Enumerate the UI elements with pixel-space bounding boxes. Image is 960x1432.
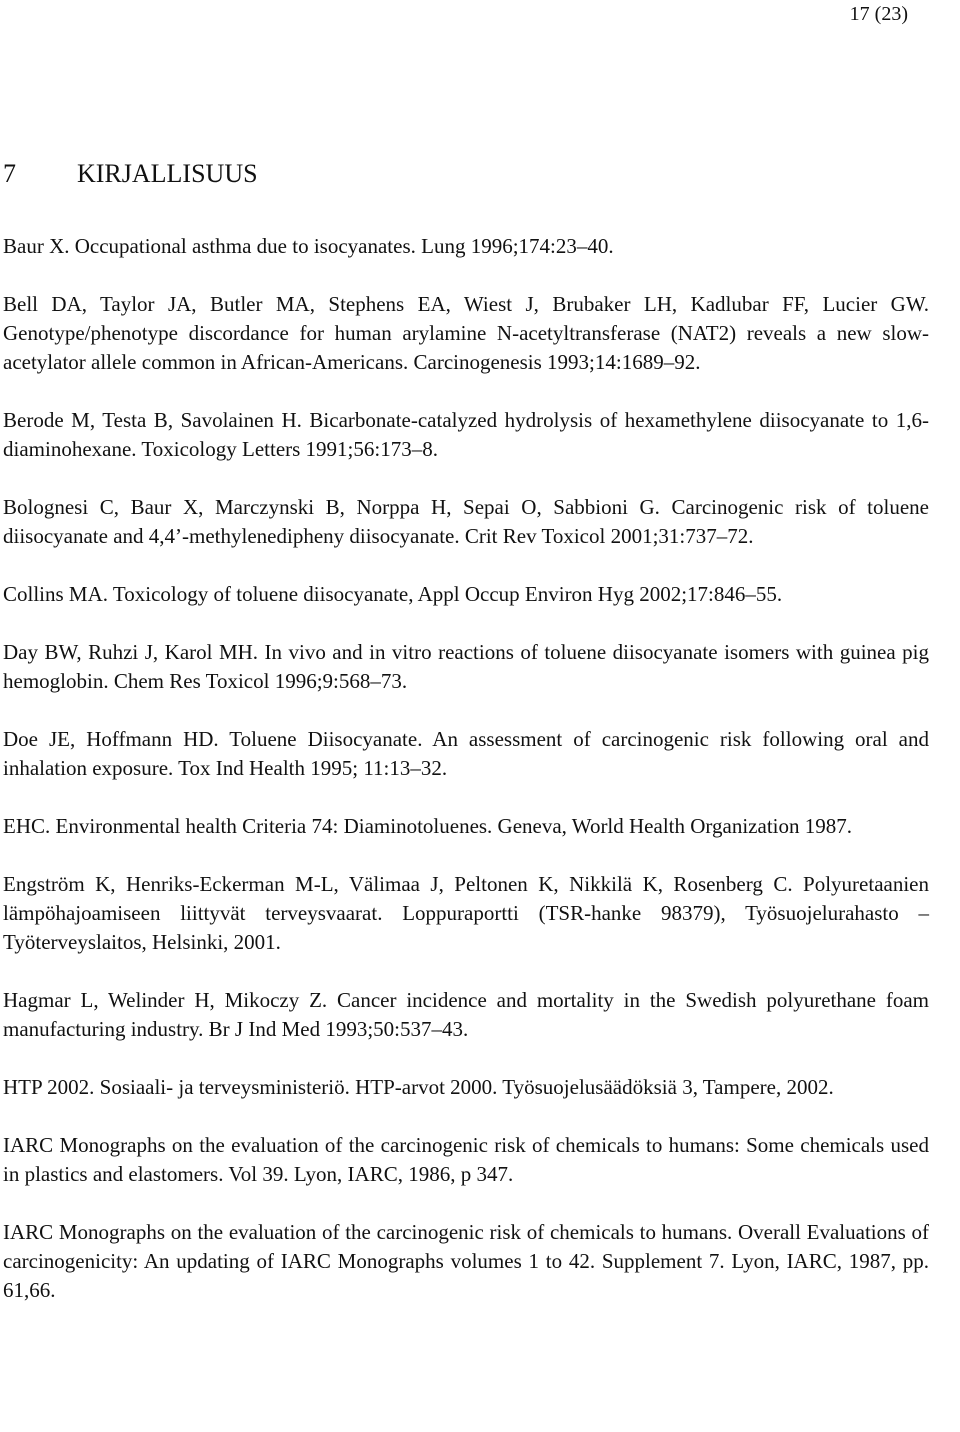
reference-list <box>3 232 929 1334</box>
section-heading <box>3 158 258 190</box>
reference-item: Day BW, Ruhzi J, Karol MH. In vivo and in vitro reactions of toluene diisocyanate isomers with guinea pig hemoglobin. Chem Res Toxicol 1996;9:568–73. <box>3 640 929 693</box>
page-number: 17 (23) <box>849 3 908 25</box>
reference-item: Engström K, Henriks-Eckerman M-L, Välimaa J, Peltonen K, Nikkilä K, Rosenberg C. Polyuretaanien lämpöhajoamiseen liittyvät terveysvaarat. Loppuraportti (TSR-hanke 98379), Työsuojelurahasto – Työterveyslaitos, Helsinki, 2001. <box>3 872 929 954</box>
reference-item: Doe JE, Hoffmann HD. Toluene Diisocyanate. An assessment of carcinogenic risk following oral and inhalation exposure. Tox Ind Health 1995; 11:13–32. <box>3 727 929 780</box>
reference-item: EHC. Environmental health Criteria 74: Diaminotoluenes. Geneva, World Health Organization 1987. <box>3 814 852 838</box>
section-title: KIRJALLISUUS <box>77 159 258 188</box>
section-number: 7 <box>3 159 16 188</box>
reference-item: Hagmar L, Welinder H, Mikoczy Z. Cancer incidence and mortality in the Swedish polyurethane foam manufacturing industry. Br J Ind Med 1993;50:537–43. <box>3 988 929 1041</box>
reference-item: IARC Monographs on the evaluation of the carcinogenic risk of chemicals to humans: Some chemicals used in plastics and elastomers. Vol 39. Lyon, IARC, 1986, p 347. <box>3 1133 929 1186</box>
reference-item: Baur X. Occupational asthma due to isocyanates. Lung 1996;174:23–40. <box>3 234 614 258</box>
reference-item: Collins MA. Toxicology of toluene diisocyanate, Appl Occup Environ Hyg 2002;17:846–55. <box>3 582 783 606</box>
reference-item: HTP 2002. Sosiaali- ja terveysministeriö. HTP-arvot 2000. Työsuojelusäädöksiä 3, Tampere, 2002. <box>3 1075 834 1099</box>
reference-item: Bell DA, Taylor JA, Butler MA, Stephens EA, Wiest J, Brubaker LH, Kadlubar FF, Lucier GW. Genotype/phenotype discordance for human arylamine N-acetyltransferase (NAT2) reveals a new slow-acetylator allele common in African-Americans. Carcinogenesis 1993;14:1689–92. <box>3 292 929 374</box>
reference-item: Bolognesi C, Baur X, Marczynski B, Norppa H, Sepai O, Sabbioni G. Carcinogenic risk of toluene diisocyanate and 4,4’-methylenedipheny diisocyanate. Crit Rev Toxicol 2001;31:737–72. <box>3 495 929 548</box>
reference-item: Berode M, Testa B, Savolainen H. Bicarbonate-catalyzed hydrolysis of hexamethylene diisocyanate to 1,6-diaminohexane. Toxicology Letters 1991;56:173–8. <box>3 408 929 461</box>
reference-item: IARC Monographs on the evaluation of the carcinogenic risk of chemicals to humans. Overall Evaluations of carcinogenicity: An updating of IARC Monographs volumes 1 to 42. Supplement 7. Lyon, IARC, 1987, pp. 61,66. <box>3 1220 929 1302</box>
